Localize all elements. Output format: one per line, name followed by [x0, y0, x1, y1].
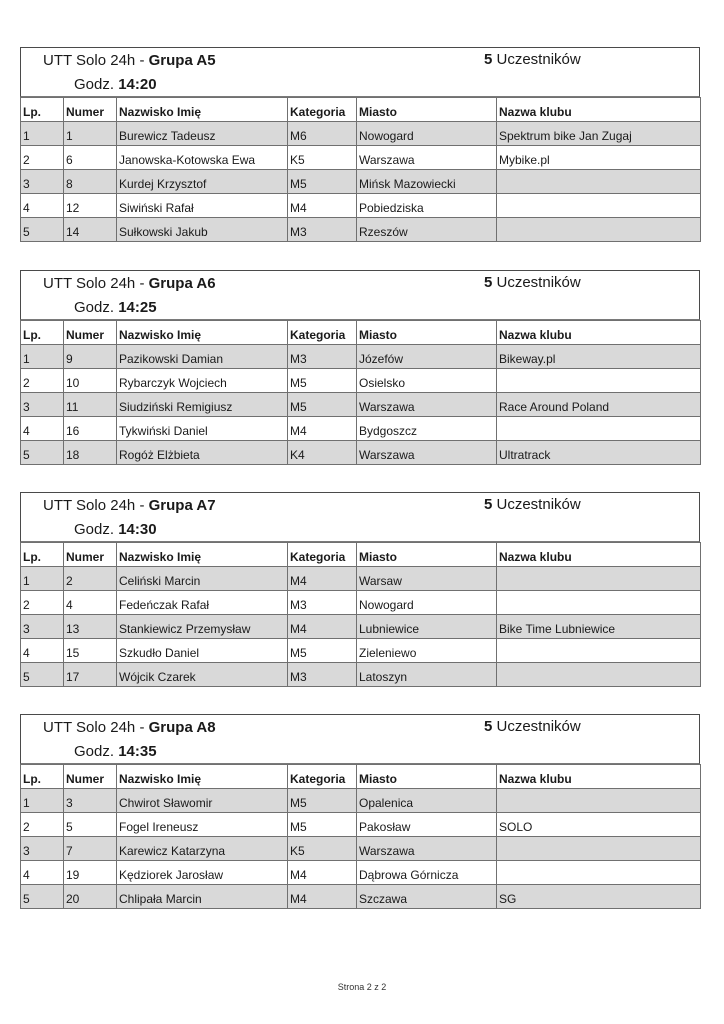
- count-value: 5: [484, 496, 493, 513]
- cell-kategoria: M3: [288, 663, 357, 687]
- cell-lp: 5: [21, 218, 64, 242]
- participants-table: [20, 542, 701, 687]
- time-label: Godz.: [74, 76, 119, 93]
- group-block: [20, 270, 700, 465]
- group-title: [43, 52, 216, 69]
- cell-kategoria: M4: [288, 567, 357, 591]
- group-start-time: [74, 521, 157, 538]
- cell-lp: 2: [21, 591, 64, 615]
- group-name: Grupa A7: [148, 497, 216, 514]
- column-header-miasto: Miasto: [357, 98, 497, 122]
- table-row: [21, 615, 701, 639]
- cell-numer: 13: [64, 615, 117, 639]
- cell-name: Pazikowski Damian: [117, 345, 288, 369]
- cell-klub: [497, 789, 701, 813]
- cell-numer: 18: [64, 441, 117, 465]
- cell-miasto: Pobiedziska: [357, 194, 497, 218]
- table-header-row: [21, 543, 701, 567]
- count-label: Uczestników: [492, 274, 581, 291]
- column-header-miasto: Miasto: [357, 765, 497, 789]
- participant-count: [484, 496, 581, 513]
- cell-miasto: Pakosław: [357, 813, 497, 837]
- cell-miasto: Warsaw: [357, 567, 497, 591]
- time-value: 14:30: [118, 521, 157, 538]
- cell-kategoria: M5: [288, 170, 357, 194]
- cell-name: Stankiewicz Przemysław: [117, 615, 288, 639]
- table-row: [21, 789, 701, 813]
- table-row: [21, 663, 701, 687]
- cell-lp: 5: [21, 663, 64, 687]
- group-title: [43, 497, 216, 514]
- participant-count: [484, 718, 581, 735]
- cell-klub: Mybike.pl: [497, 146, 701, 170]
- cell-name: Karewicz Katarzyna: [117, 837, 288, 861]
- event-name: UTT Solo 24h -: [43, 719, 149, 736]
- column-header-lp: Lp.: [21, 321, 64, 345]
- cell-miasto: Warszawa: [357, 393, 497, 417]
- cell-name: Kędziorek Jarosław: [117, 861, 288, 885]
- cell-miasto: Opalenica: [357, 789, 497, 813]
- column-header-name: Nazwisko Imię: [117, 543, 288, 567]
- cell-numer: 17: [64, 663, 117, 687]
- cell-name: Fedeńczak Rafał: [117, 591, 288, 615]
- table-row: [21, 369, 701, 393]
- column-header-miasto: Miasto: [357, 543, 497, 567]
- group-start-time: [74, 743, 157, 760]
- table-header-row: [21, 765, 701, 789]
- cell-name: Kurdej Krzysztof: [117, 170, 288, 194]
- cell-numer: 19: [64, 861, 117, 885]
- table-row: [21, 146, 701, 170]
- column-header-klub: Nazwa klubu: [497, 543, 701, 567]
- participants-table: [20, 320, 701, 465]
- cell-klub: [497, 861, 701, 885]
- cell-numer: 12: [64, 194, 117, 218]
- column-header-name: Nazwisko Imię: [117, 321, 288, 345]
- table-row: [21, 567, 701, 591]
- column-header-kategoria: Kategoria: [288, 543, 357, 567]
- table-row: [21, 441, 701, 465]
- cell-numer: 7: [64, 837, 117, 861]
- cell-kategoria: M4: [288, 194, 357, 218]
- group-name: Grupa A8: [148, 719, 216, 736]
- column-header-name: Nazwisko Imię: [117, 765, 288, 789]
- event-name: UTT Solo 24h -: [43, 275, 149, 292]
- cell-klub: [497, 837, 701, 861]
- column-header-numer: Numer: [64, 321, 117, 345]
- cell-kategoria: M5: [288, 789, 357, 813]
- cell-name: Siwiński Rafał: [117, 194, 288, 218]
- cell-name: Chlipała Marcin: [117, 885, 288, 909]
- table-row: [21, 170, 701, 194]
- cell-kategoria: M4: [288, 615, 357, 639]
- cell-lp: 3: [21, 615, 64, 639]
- cell-klub: [497, 194, 701, 218]
- group-title: [43, 275, 216, 292]
- group-start-time: [74, 76, 157, 93]
- column-header-lp: Lp.: [21, 765, 64, 789]
- cell-numer: 20: [64, 885, 117, 909]
- cell-lp: 2: [21, 813, 64, 837]
- cell-numer: 1: [64, 122, 117, 146]
- cell-miasto: Latoszyn: [357, 663, 497, 687]
- cell-klub: [497, 591, 701, 615]
- cell-numer: 16: [64, 417, 117, 441]
- table-row: [21, 861, 701, 885]
- page-number: Strona 2 z 2: [337, 982, 387, 992]
- cell-klub: Race Around Poland: [497, 393, 701, 417]
- cell-klub: [497, 218, 701, 242]
- cell-kategoria: M5: [288, 369, 357, 393]
- cell-miasto: Nowogard: [357, 122, 497, 146]
- column-header-lp: Lp.: [21, 98, 64, 122]
- table-row: [21, 813, 701, 837]
- cell-miasto: Warszawa: [357, 837, 497, 861]
- count-value: 5: [484, 274, 493, 291]
- cell-numer: 3: [64, 789, 117, 813]
- cell-name: Rybarczyk Wojciech: [117, 369, 288, 393]
- cell-name: Wójcik Czarek: [117, 663, 288, 687]
- table-header-row: [21, 98, 701, 122]
- cell-miasto: Nowogard: [357, 591, 497, 615]
- time-label: Godz.: [74, 299, 119, 316]
- group-start-time: [74, 299, 157, 316]
- column-header-name: Nazwisko Imię: [117, 98, 288, 122]
- group-header: [20, 714, 700, 764]
- cell-lp: 4: [21, 417, 64, 441]
- group-block: [20, 492, 700, 687]
- count-value: 5: [484, 718, 493, 735]
- cell-kategoria: M3: [288, 345, 357, 369]
- table-row: [21, 194, 701, 218]
- cell-klub: Bike Time Lubniewice: [497, 615, 701, 639]
- event-name: UTT Solo 24h -: [43, 52, 149, 69]
- table-row: [21, 885, 701, 909]
- time-label: Godz.: [74, 521, 119, 538]
- cell-kategoria: K4: [288, 441, 357, 465]
- time-value: 14:35: [118, 743, 157, 760]
- cell-lp: 3: [21, 837, 64, 861]
- cell-miasto: Zieleniewo: [357, 639, 497, 663]
- column-header-lp: Lp.: [21, 543, 64, 567]
- cell-miasto: Rzeszów: [357, 218, 497, 242]
- cell-klub: [497, 369, 701, 393]
- cell-name: Chwirot Sławomir: [117, 789, 288, 813]
- cell-lp: 3: [21, 170, 64, 194]
- cell-kategoria: M4: [288, 417, 357, 441]
- count-label: Uczestników: [492, 718, 581, 735]
- group-header: [20, 270, 700, 320]
- cell-lp: 5: [21, 885, 64, 909]
- cell-name: Celiński Marcin: [117, 567, 288, 591]
- group-block: [20, 47, 700, 242]
- count-label: Uczestników: [492, 51, 581, 68]
- cell-numer: 2: [64, 567, 117, 591]
- cell-name: Rogóż Elżbieta: [117, 441, 288, 465]
- cell-numer: 6: [64, 146, 117, 170]
- cell-klub: [497, 639, 701, 663]
- cell-miasto: Bydgoszcz: [357, 417, 497, 441]
- column-header-klub: Nazwa klubu: [497, 321, 701, 345]
- cell-numer: 8: [64, 170, 117, 194]
- cell-lp: 1: [21, 345, 64, 369]
- cell-numer: 14: [64, 218, 117, 242]
- cell-lp: 5: [21, 441, 64, 465]
- cell-kategoria: M5: [288, 639, 357, 663]
- cell-name: Szkudło Daniel: [117, 639, 288, 663]
- table-row: [21, 122, 701, 146]
- cell-name: Burewicz Tadeusz: [117, 122, 288, 146]
- cell-miasto: Lubniewice: [357, 615, 497, 639]
- cell-klub: [497, 170, 701, 194]
- cell-kategoria: M3: [288, 591, 357, 615]
- group-header: [20, 492, 700, 542]
- time-value: 14:20: [118, 76, 157, 93]
- table-header-row: [21, 321, 701, 345]
- cell-lp: 1: [21, 789, 64, 813]
- cell-klub: Bikeway.pl: [497, 345, 701, 369]
- column-header-klub: Nazwa klubu: [497, 98, 701, 122]
- cell-kategoria: M5: [288, 393, 357, 417]
- column-header-kategoria: Kategoria: [288, 321, 357, 345]
- cell-klub: [497, 567, 701, 591]
- time-value: 14:25: [118, 299, 157, 316]
- table-row: [21, 218, 701, 242]
- participants-table: [20, 97, 701, 242]
- table-row: [21, 417, 701, 441]
- cell-numer: 4: [64, 591, 117, 615]
- cell-lp: 1: [21, 122, 64, 146]
- cell-kategoria: K5: [288, 146, 357, 170]
- cell-name: Sułkowski Jakub: [117, 218, 288, 242]
- cell-numer: 11: [64, 393, 117, 417]
- column-header-kategoria: Kategoria: [288, 98, 357, 122]
- event-name: UTT Solo 24h -: [43, 497, 149, 514]
- table-row: [21, 345, 701, 369]
- cell-kategoria: M4: [288, 861, 357, 885]
- group-title: [43, 719, 216, 736]
- count-value: 5: [484, 51, 493, 68]
- cell-klub: Ultratrack: [497, 441, 701, 465]
- cell-miasto: Mińsk Mazowiecki: [357, 170, 497, 194]
- cell-kategoria: M3: [288, 218, 357, 242]
- column-header-klub: Nazwa klubu: [497, 765, 701, 789]
- cell-klub: Spektrum bike Jan Zugaj: [497, 122, 701, 146]
- cell-kategoria: K5: [288, 837, 357, 861]
- cell-miasto: Dąbrowa Górnicza: [357, 861, 497, 885]
- cell-klub: [497, 417, 701, 441]
- participants-table: [20, 764, 701, 909]
- cell-lp: 3: [21, 393, 64, 417]
- cell-name: Tykwiński Daniel: [117, 417, 288, 441]
- cell-miasto: Józefów: [357, 345, 497, 369]
- group-block: [20, 714, 700, 909]
- cell-kategoria: M4: [288, 885, 357, 909]
- table-row: [21, 837, 701, 861]
- cell-kategoria: M5: [288, 813, 357, 837]
- cell-kategoria: M6: [288, 122, 357, 146]
- column-header-miasto: Miasto: [357, 321, 497, 345]
- cell-lp: 2: [21, 369, 64, 393]
- time-label: Godz.: [74, 743, 119, 760]
- cell-klub: SG: [497, 885, 701, 909]
- cell-lp: 2: [21, 146, 64, 170]
- cell-miasto: Warszawa: [357, 441, 497, 465]
- cell-numer: 15: [64, 639, 117, 663]
- cell-miasto: Warszawa: [357, 146, 497, 170]
- cell-lp: 4: [21, 639, 64, 663]
- column-header-kategoria: Kategoria: [288, 765, 357, 789]
- group-name: Grupa A6: [148, 275, 216, 292]
- cell-lp: 4: [21, 194, 64, 218]
- column-header-numer: Numer: [64, 765, 117, 789]
- cell-numer: 9: [64, 345, 117, 369]
- table-row: [21, 591, 701, 615]
- group-header: [20, 47, 700, 97]
- cell-lp: 4: [21, 861, 64, 885]
- cell-lp: 1: [21, 567, 64, 591]
- table-row: [21, 639, 701, 663]
- cell-klub: SOLO: [497, 813, 701, 837]
- column-header-numer: Numer: [64, 543, 117, 567]
- participant-count: [484, 274, 581, 291]
- cell-numer: 10: [64, 369, 117, 393]
- cell-klub: [497, 663, 701, 687]
- group-name: Grupa A5: [148, 52, 216, 69]
- column-header-numer: Numer: [64, 98, 117, 122]
- cell-name: Fogel Ireneusz: [117, 813, 288, 837]
- cell-name: Siudziński Remigiusz: [117, 393, 288, 417]
- participant-count: [484, 51, 581, 68]
- cell-name: Janowska-Kotowska Ewa: [117, 146, 288, 170]
- cell-miasto: Szczawa: [357, 885, 497, 909]
- cell-miasto: Osielsko: [357, 369, 497, 393]
- cell-numer: 5: [64, 813, 117, 837]
- table-row: [21, 393, 701, 417]
- count-label: Uczestników: [492, 496, 581, 513]
